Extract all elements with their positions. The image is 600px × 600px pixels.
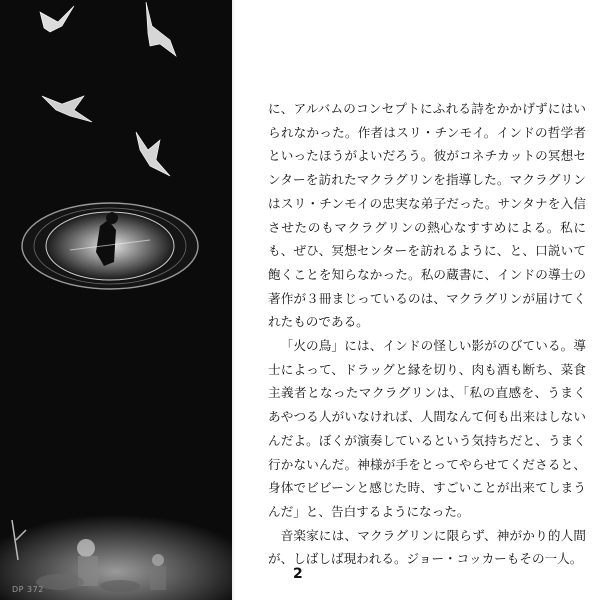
oval-lens — [22, 203, 198, 289]
paragraph-2: 「火の鳥」には、インドの怪しい影がのびている。導士によって、ドラッグと縁を切り、肉も酒も断ち、菜食主義者となったマクラグリンは、｢私の直感を、うまくあやつる人がいなければ、人間なんて何も出来はしないんだよ。ぼくが演奏しているという気持ちだと、うまく行かないんだ。神様が手をとってやらせてくださると、身体でビビーンと感じた時、すごいことが出来てしまうんだ」と、告白するようになった。 — [268, 338, 586, 519]
flying-bird-1 — [40, 6, 74, 32]
paragraph-1: に、アルバムのコンセプトにふれる詩をかかげずにはいられなかった。作者はスリ・チンモイ。インドの哲学者といったほうがよいだろう。彼がコネチカットの冥想センターを訪れたマクラグリンを指導した。マクラグリンはスリ・チンモイの忠実な弟子だった。サンタナを入信させたのもマクラグリンの熱心なすすめによる。私にも、ぜひ、冥想センターを訪れるように、と、口説いて飽くことを知らなかった。私の蔵書に、インドの導士の著作が３冊まじっているのは、マクラグリンが届けてくれたものである。 — [268, 101, 586, 330]
bird-illustration — [0, 0, 232, 600]
article-body — [268, 97, 586, 571]
page-number: 2 — [293, 566, 303, 582]
cover-art-panel — [0, 0, 232, 600]
flying-bird-3 — [42, 96, 92, 122]
catalog-number: DP 372 — [12, 585, 44, 594]
paragraph-3: 音楽家には、マクラグリンに限らず、神がかり的人間が、しばしば現われる。ジョー・コッカーもその一人。 — [268, 527, 586, 567]
flying-bird-4 — [136, 132, 170, 176]
flying-bird-2 — [146, 2, 176, 56]
page-fold — [232, 0, 236, 600]
